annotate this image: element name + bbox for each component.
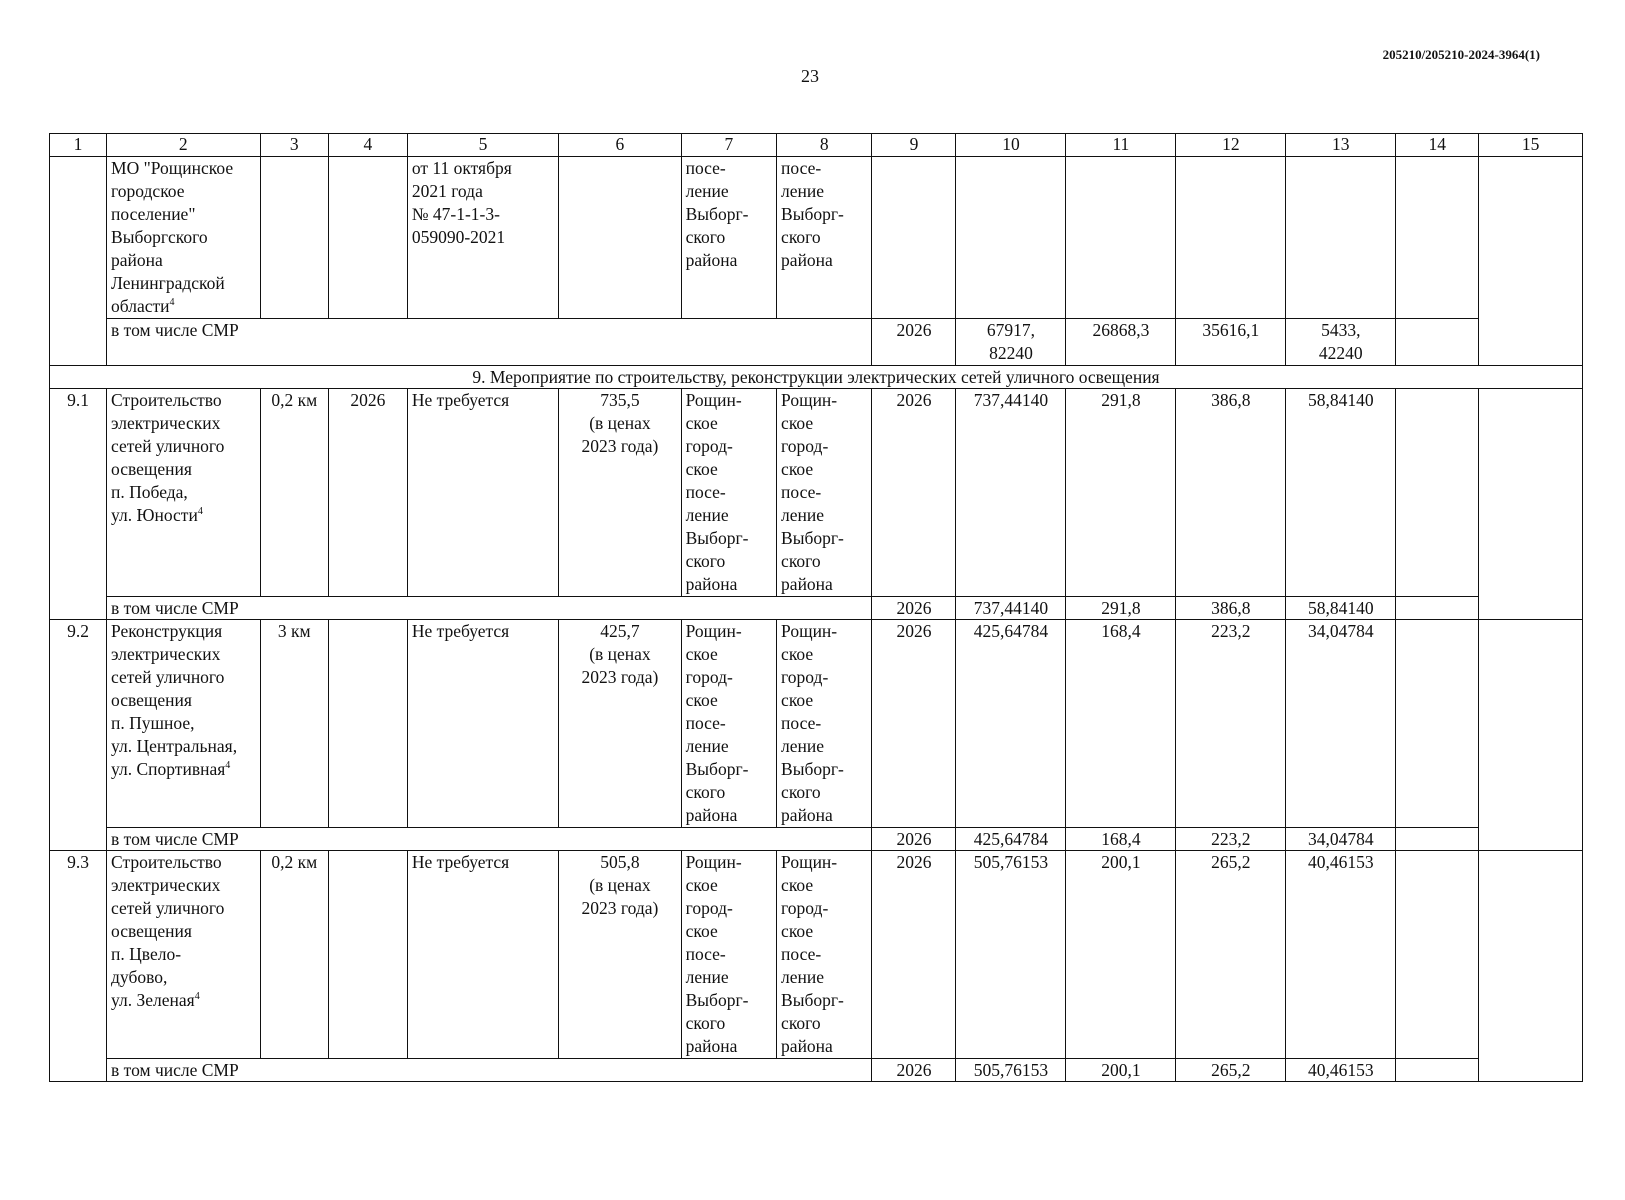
column-header: 7: [681, 134, 776, 157]
smr-value: 386,8: [1176, 597, 1286, 620]
section-row: [50, 366, 1583, 389]
smr-value: 200,1: [1066, 1059, 1176, 1082]
column-header: 5: [407, 134, 558, 157]
row-number-cell: 9.2: [50, 620, 107, 851]
smr-row: [50, 319, 1583, 366]
value-cell: 386,8: [1176, 389, 1286, 597]
smr-value: 168,4: [1066, 828, 1176, 851]
smr-total: 425,64784: [956, 828, 1066, 851]
smr-label: в том числе СМР: [107, 1059, 872, 1082]
value-cell: 58,84140: [1286, 389, 1396, 597]
column-header: 11: [1066, 134, 1176, 157]
operator-cell: Рощин- ское город- ское посе- ление Выборг- ского района: [777, 620, 872, 828]
year-cell: 2026: [872, 851, 956, 1059]
smr-value: 35616,1: [1176, 319, 1286, 366]
column-header: 8: [777, 134, 872, 157]
column-header: 14: [1396, 134, 1479, 157]
owner-cell: Рощин- ское город- ское посе- ление Выборг- ского района: [681, 851, 776, 1059]
column-header: 4: [328, 134, 407, 157]
smr-value: 223,2: [1176, 828, 1286, 851]
expertise-cell: от 11 октября 2021 года № 47-1-1-3- 059090-2021: [407, 157, 558, 319]
column-header: 13: [1286, 134, 1396, 157]
smr-value: 265,2: [1176, 1059, 1286, 1082]
row-number-cell: 9.1: [50, 389, 107, 620]
year-cell: 2026: [872, 389, 956, 597]
smr-year: 2026: [872, 319, 956, 366]
value-cell: 168,4: [1066, 620, 1176, 828]
year-cell: 2026: [872, 620, 956, 828]
smr-label: в том числе СМР: [107, 597, 872, 620]
operator-cell: Рощин- ское город- ское посе- ление Выборг- ского района: [777, 389, 872, 597]
cost-cell: 505,8 (в ценах 2023 года): [559, 851, 681, 1059]
smr-value: 34,04784: [1286, 828, 1396, 851]
smr-row: [50, 1059, 1583, 1082]
expertise-cell: Не требуется: [407, 389, 558, 597]
smr-year: 2026: [872, 1059, 956, 1082]
smr-row: [50, 597, 1583, 620]
smr-label: в том числе СМР: [107, 828, 872, 851]
total-cell: 425,64784: [956, 620, 1066, 828]
column-header: 1: [50, 134, 107, 157]
column-header: 15: [1479, 134, 1583, 157]
column-header: 6: [559, 134, 681, 157]
row-number-cell: [50, 157, 107, 366]
owner-cell: посе- ление Выборг- ского района: [681, 157, 776, 319]
owner-cell: Рощин- ское город- ское посе- ление Выборг- ского района: [681, 620, 776, 828]
column-header: 12: [1176, 134, 1286, 157]
smr-year: 2026: [872, 828, 956, 851]
page-number: 23: [801, 66, 819, 86]
object-name-cell: Строительство электрических сетей уличного освещения п. Победа, ул. Юности$^4$: [107, 389, 261, 597]
cost-cell: 425,7 (в ценах 2023 года): [559, 620, 681, 828]
smr-year: 2026: [872, 597, 956, 620]
object-name-cell: МО "Рощинское городское поселение" Выборгского района Ленинградской области$^4$: [107, 157, 261, 319]
row-number-cell: 9.3: [50, 851, 107, 1082]
smr-value: 40,46153: [1286, 1059, 1396, 1082]
operator-cell: посе- ление Выборг- ского района: [777, 157, 872, 319]
smr-value: 5433, 42240: [1286, 319, 1396, 366]
expertise-cell: Не требуется: [407, 620, 558, 828]
smr-value: 291,8: [1066, 597, 1176, 620]
table-row: [50, 851, 1583, 1059]
value-cell: 40,46153: [1286, 851, 1396, 1059]
year-cell: [328, 851, 407, 1059]
table-row: [50, 620, 1583, 828]
length-cell: 3 км: [260, 620, 328, 828]
year-cell: [328, 620, 407, 828]
column-header: 10: [956, 134, 1066, 157]
column-number-row: [50, 134, 1583, 157]
smr-row: [50, 828, 1583, 851]
section-title: 9. Мероприятие по строительству, реконструкции электрических сетей уличного освещения: [50, 366, 1583, 389]
total-cell: 737,44140: [956, 389, 1066, 597]
column-header: 9: [872, 134, 956, 157]
investment-table: [49, 133, 1583, 1082]
total-cell: 505,76153: [956, 851, 1066, 1059]
smr-value: 26868,3: [1066, 319, 1176, 366]
value-cell: 34,04784: [1286, 620, 1396, 828]
smr-value: 58,84140: [1286, 597, 1396, 620]
column-header: 3: [260, 134, 328, 157]
length-cell: 0,2 км: [260, 389, 328, 597]
table-row: [50, 157, 1583, 319]
object-name-cell: Строительство электрических сетей уличного освещения п. Цвело- дубово, ул. Зеленая$^4$: [107, 851, 261, 1059]
document-code: 205210/205210-2024-3964(1): [1382, 47, 1540, 62]
value-cell: 223,2: [1176, 620, 1286, 828]
length-cell: 0,2 км: [260, 851, 328, 1059]
expertise-cell: Не требуется: [407, 851, 558, 1059]
smr-total: 505,76153: [956, 1059, 1066, 1082]
operator-cell: Рощин- ское город- ское посе- ление Выборг- ского района: [777, 851, 872, 1059]
value-cell: 200,1: [1066, 851, 1176, 1059]
smr-label: в том числе СМР: [107, 319, 872, 366]
value-cell: 291,8: [1066, 389, 1176, 597]
owner-cell: Рощин- ское город- ское посе- ление Выборг- ского района: [681, 389, 776, 597]
value-cell: 265,2: [1176, 851, 1286, 1059]
column-header: 2: [107, 134, 261, 157]
cost-cell: 735,5 (в ценах 2023 года): [559, 389, 681, 597]
table-row: [50, 389, 1583, 597]
smr-total: 67917, 82240: [956, 319, 1066, 366]
year-cell: 2026: [328, 389, 407, 597]
smr-total: 737,44140: [956, 597, 1066, 620]
object-name-cell: Реконструкция электрических сетей уличного освещения п. Пушное, ул. Центральная, ул. Спортивная$^4$: [107, 620, 261, 828]
